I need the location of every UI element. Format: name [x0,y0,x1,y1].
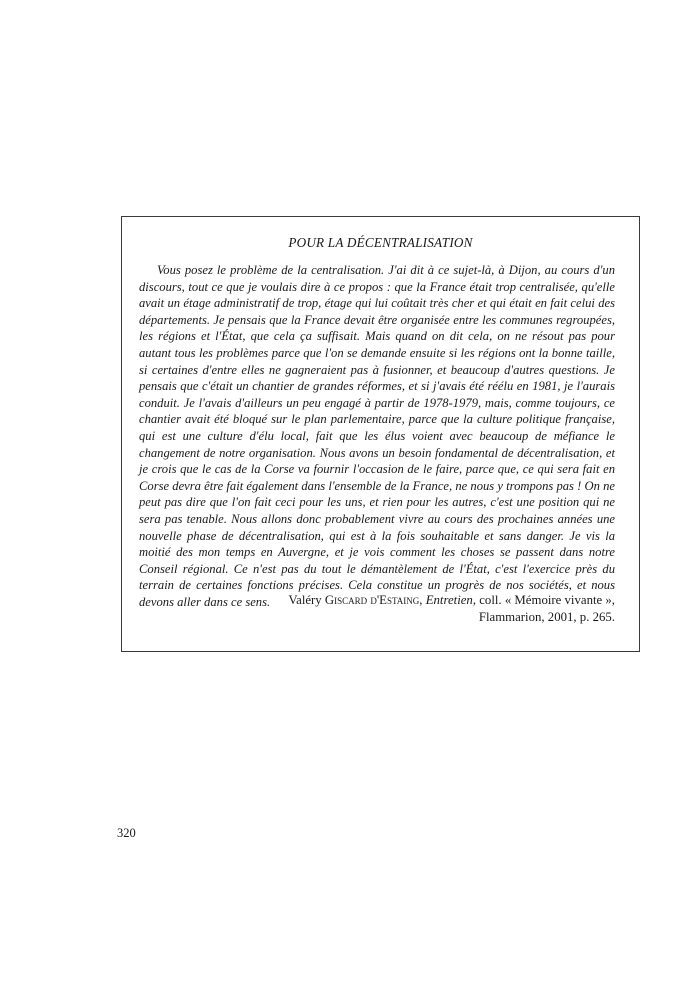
excerpt-source [288,592,615,626]
excerpt-title: POUR LA DÉCENTRALISATION [288,235,473,250]
collection-info: , coll. « Mémoire vivante », [472,593,615,607]
author-first-name: Valéry [288,593,322,607]
work-title: Entretien [425,593,473,607]
author-last-name: Giscard d'Estaing [324,593,420,607]
source-separator: , [419,593,423,607]
page-number: 320 [117,826,136,840]
source-line-2: Flammarion, 2001, p. 265. [478,610,615,624]
excerpt-paragraph: Vous posez le problème de la centralisation. J'ai dit à ce sujet-là, à Dijon, au cours d'un discours, tout ce que je voulais dire à ce propos : que la France était trop centralisée, qu'elle avait un étage administratif de trop, étage qui lui coûtait très cher et qui était en fait celui des départements. Je pensais que la France devait être organisée entre les communes regroupées, les régions et l'État, que cela ça suffisait. Mais quand on dit cela, on ne résout pas pour autant tous les problèmes parce que l'on se demande ensuite si les régions ont la bonne taille, si certaines d'entre elles ne gagneraient pas à fusionner, et beaucoup d'autres questions. Je pensais que c'était un chantier de grandes réformes, et si j'avais été réélu en 1981, je l'aurais conduit. Je l'avais d'ailleurs un peu engagé à partir de 1978-1979, mais, comme toujours, ce chantier avait été bloqué sur le plan parlementaire, parce que la culture politique française, qui est une culture d'élu local, fait que les élus voient avec beaucoup de méfiance le changement de notre organisation. Nous avons un besoin fondamental de décentralisation, et je crois que le cas de la Corse va fournir l'occasion de le faire, parce que, ce qui sera fait en Corse devra être fait également dans l'ensemble de la France, ne nous y trompons pas ! On ne peut pas dire que l'on fait ceci pour les uns, et rien pour les autres, c'est une position qui ne sera pas tenable. Nous allons donc probablement vivre au cours des prochaines années une nouvelle phase de décentralisation, qui est à la fois souhaitable et sans danger. Je vis la moitié des mon temps en Auvergne, et je vois comment les choses se passent dans notre Conseil régional. Ce n'est pas du tout le démantèlement de l'État, c'est l'exercice près du terrain de certaines fonctions précises. Cela constitue un progrès de nos sociétés, et nous devons aller dans ce sens. [139,263,615,609]
source-line-1 [288,592,615,609]
